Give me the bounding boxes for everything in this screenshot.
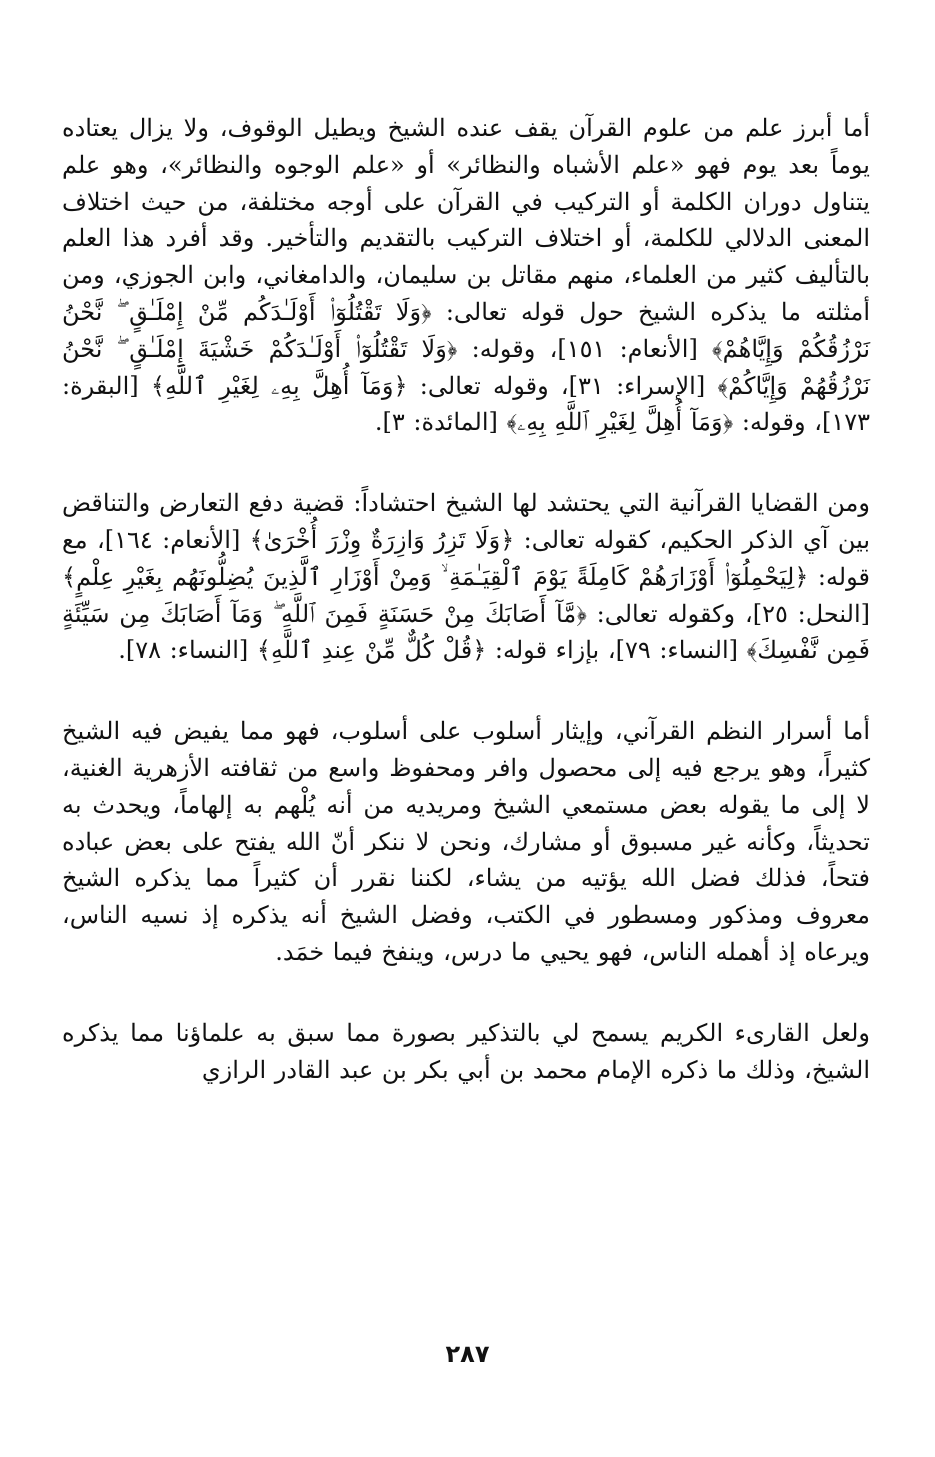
paragraph-quranic-composition: أما أسرار النظم القرآني، وإيثار أسلوب على أسلوب، فهو مما يفيض فيه الشيخ كثيراً، وهو يرجع فيه إلى محصول وافر ومحفوظ واسع من ثقافته الأزهرية الغنية، لا إلى ما يقوله بعض مستمعي الشيخ ومريديه من أنه يُلْهم به إلهاماً، ويحدث به تحديثاً، وكأنه غير مسبوق أو مشارك، ونحن لا ننكر أنّ الله يفتح على بعض عباده فتحاً، فذلك فضل الله يؤتيه من يشاء، لكننا نقرر أن كثيراً مما يذكره الشيخ معروف ومذكور ومسطور في الكتب، وفضل الشيخ أنه يذكره إذ نسيه الناس، ويرعاه إذ أهمله الناس، فهو يحيي ما درس، وينفخ فيما خمَد. [62, 717, 871, 966]
paragraph-contradiction-removal: ومن القضايا القرآنية التي يحتشد لها الشيخ احتشاداً: قضية دفع التعارض والتناقض بين آي الذكر الحكيم، كقوله تعالى: ﴿وَلَا تَزِرُ وَازِرَةٌ وِزْرَ أُخْرَىٰ﴾ [الأنعام: ١٦٤]، مع قوله: ﴿لِيَحْمِلُوٓا۟ أَوْزَارَهُمْ كَامِلَةً يَوْمَ ٱلْقِيَـٰمَةِ ۙ وَمِنْ أَوْزَارِ ٱلَّذِينَ يُضِلُّونَهُم بِغَيْرِ عِلْمٍ﴾ [النحل: ٢٥]، وكقوله تعالى: ﴿مَّآ أَصَابَكَ مِنْ حَسَنَةٍ فَمِنَ ٱللَّهِ ۖ وَمَآ أَصَابَكَ مِن سَيِّئَةٍ فَمِن نَّفْسِكَ﴾ [النساء: ٧٩]، بإزاء قوله: ﴿قُلْ كُلٌّ مِّنْ عِندِ ٱللَّهِ﴾ [النساء: ٧٨]. [62, 489, 871, 665]
page-number: ٢٨٧ [445, 1340, 490, 1368]
paragraph-razi-intro: ولعل القارىء الكريم يسمح لي بالتذكير بصورة مما سبق به علماؤنا مما يذكره الشيخ، وذلك ما ذكره الإمام محمد بن أبي بكر بن عبد القادر الرازي [62, 1018, 870, 1084]
paragraph-similar-verses: أما أبرز علم من علوم القرآن يقف عنده الشيخ ويطيل الوقوف، ولا يزال يعتاده يوماً بعد يوم فهو «علم الأشباه والنظائر» أو «علم الوجوه والنظائر»، وهو علم يتناول دوران الكلمة أو التركيب في القرآن على أوجه مختلفة، من حيث اختلاف المعنى الدلالي للكلمة، أو اختلاف التركيب بالتقديم والتأخير. وقد أفرد هذا العلم بالتأليف كثير من العلماء، منهم مقاتل بن سليمان، والدامغاني، وابن الجوزي، ومن أمثلته ما يذكره الشيخ حول قوله تعالى: ﴿وَلَا تَقْتُلُوٓا۟ أَوْلَـٰدَكُم مِّنْ إِمْلَـٰقٍ ۖ نَّحْنُ نَرْزُقُكُمْ وَإِيَّاهُمْ﴾ [الأنعام: ١٥١]، وقوله: ﴿وَلَا تَقْتُلُوٓا۟ أَوْلَـٰدَكُمْ خَشْيَةَ إِمْلَـٰقٍ ۖ نَّحْنُ نَرْزُقُهُمْ وَإِيَّاكُمْ﴾ [الإسراء: ٣١]، وقوله تعالى: ﴿وَمَآ أُهِلَّ بِهِۦ لِغَيْرِ ٱللَّهِ﴾ [البقرة: ١٧٣]، وقوله: ﴿وَمَآ أُهِلَّ لِغَيْرِ ٱللَّهِ بِهِۦ﴾ [المائدة: ٣]. [62, 114, 870, 437]
book-page-body [62, 110, 870, 1088]
